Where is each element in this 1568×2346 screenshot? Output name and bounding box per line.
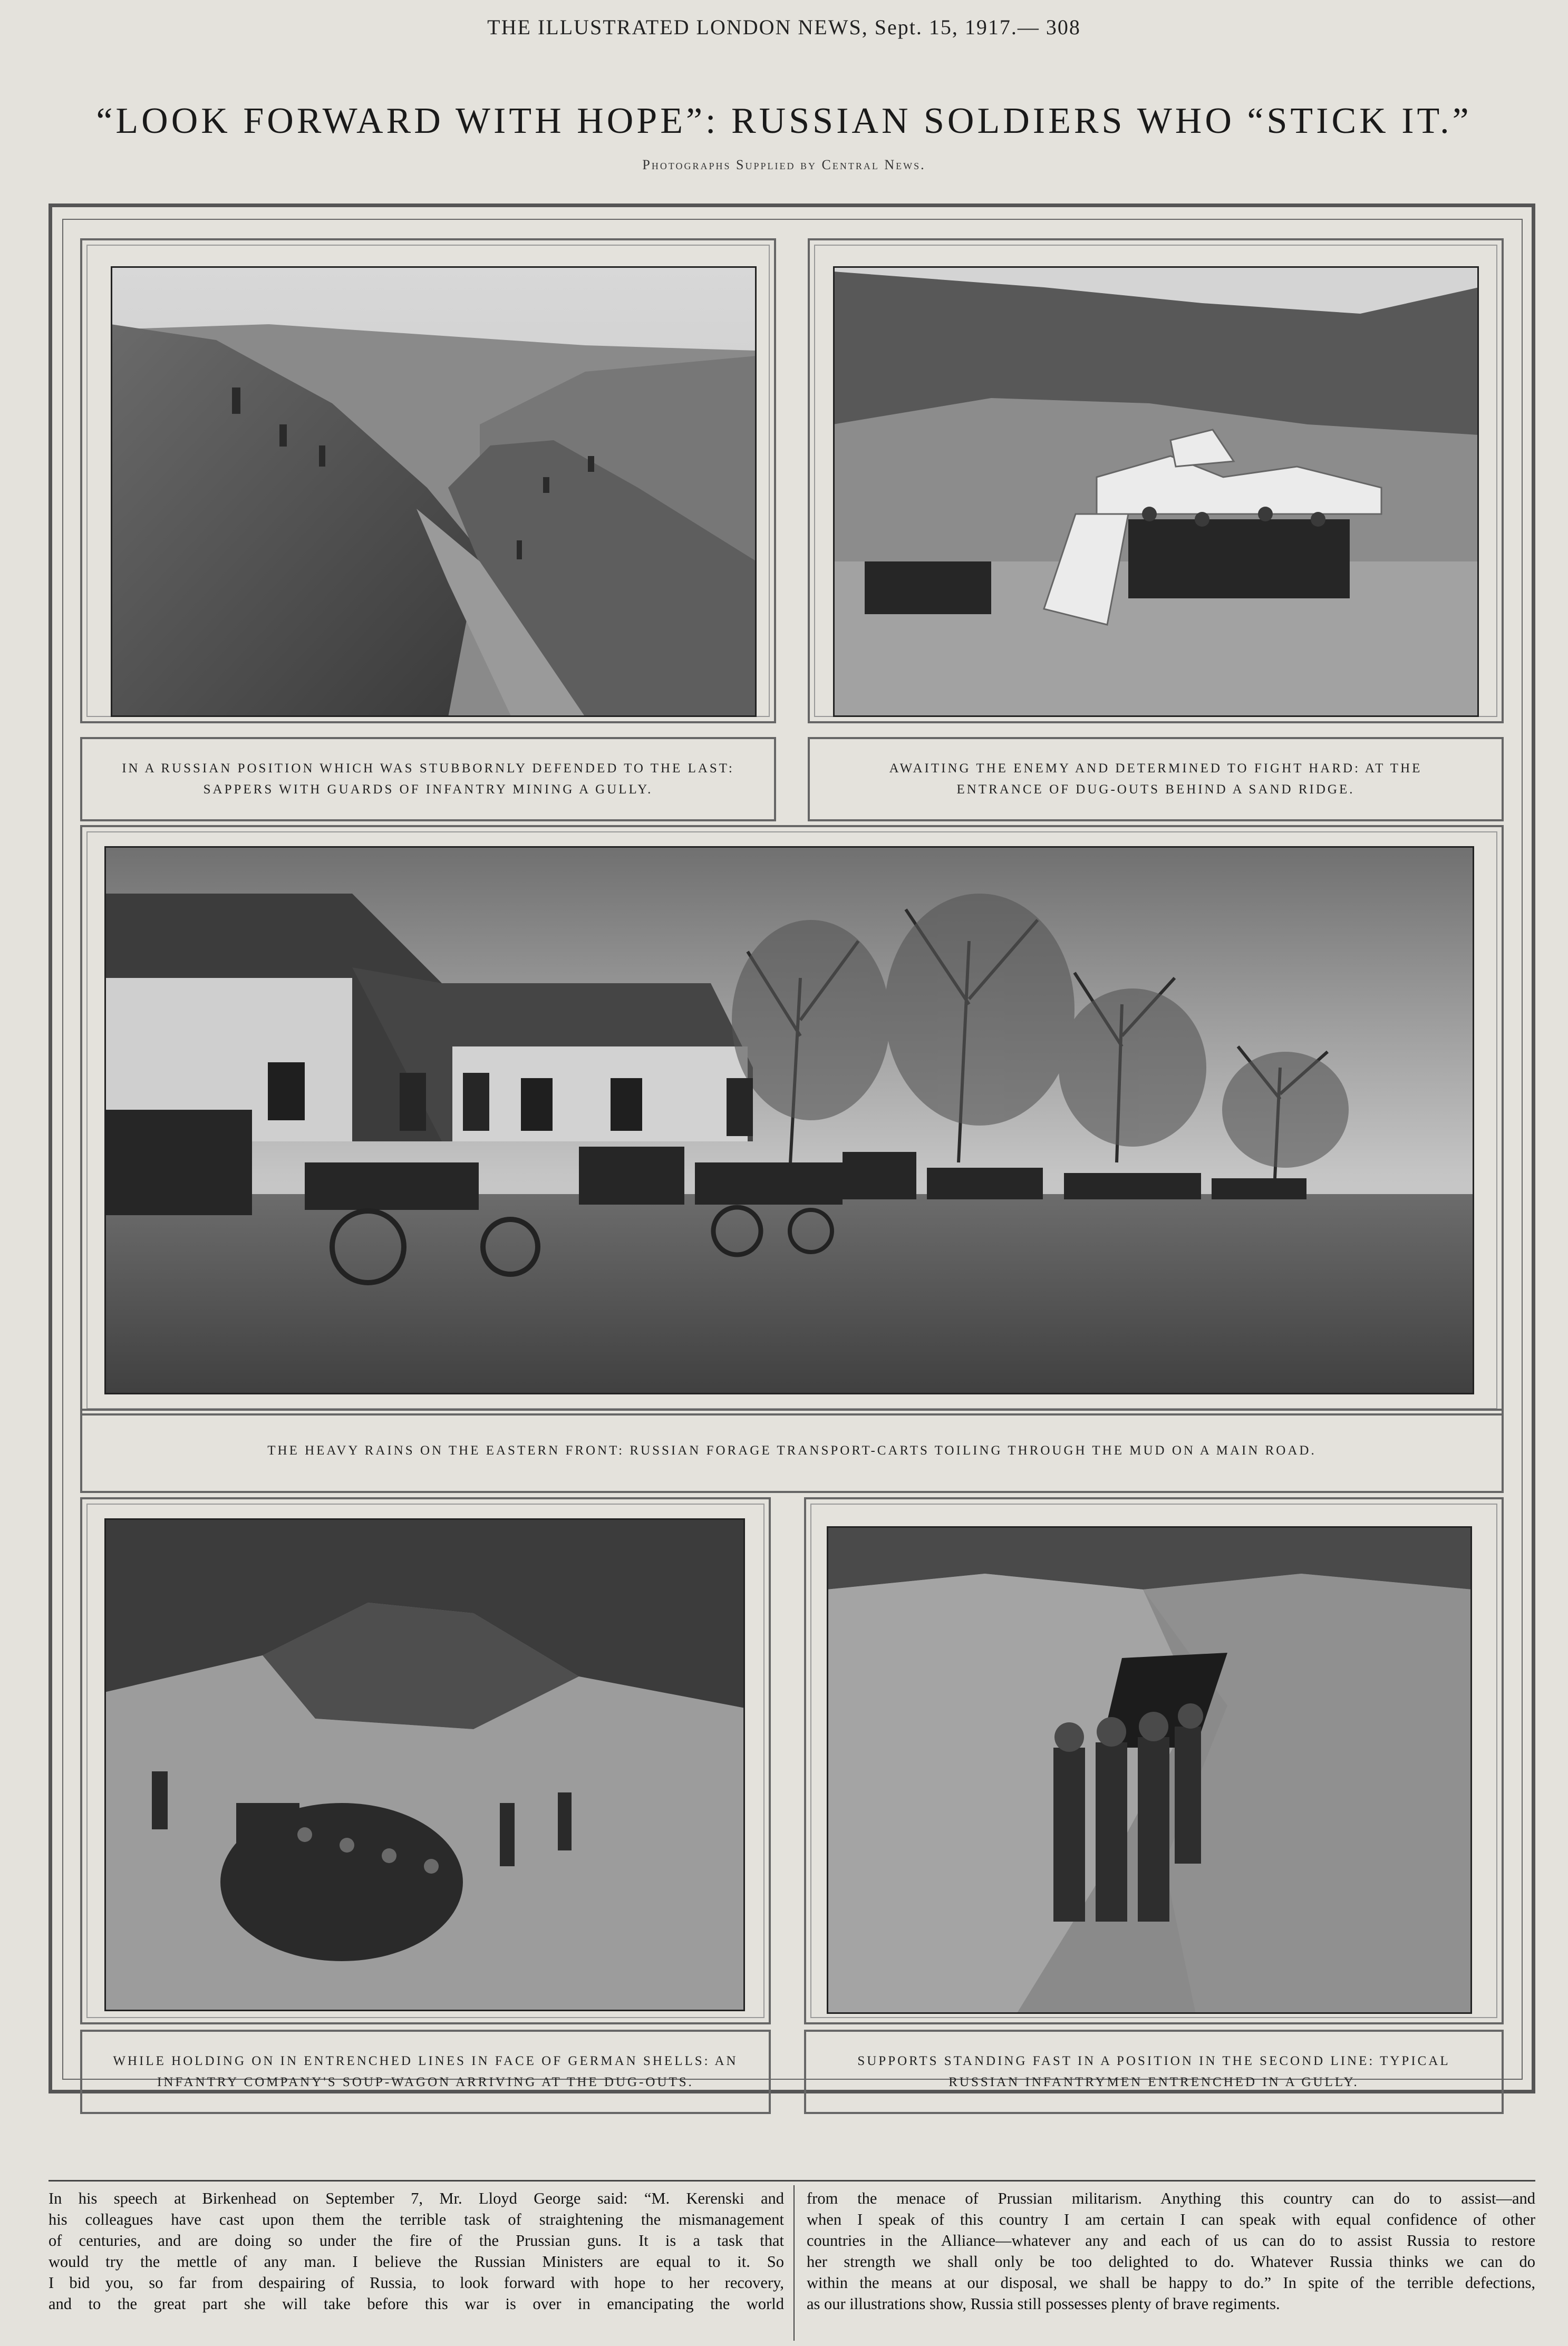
text-top-rule: [49, 2180, 1535, 2182]
article-line: his colleagues have cast upon them the terrible task of straightening the mismanagement: [49, 2211, 784, 2228]
article-line: from the menace of Prussian militarism. Anything this country can do to assist—and: [807, 2189, 1535, 2207]
caption-box-top-left: [80, 737, 776, 821]
article-line: I bid you, so far from despairing of Russia, to look forward with hope to her recovery,: [49, 2274, 784, 2292]
caption-box-bottom-right: [804, 2030, 1504, 2114]
photo-bottom-right: [827, 1526, 1472, 2014]
photo-bottom-left: [104, 1518, 745, 2011]
article-column-1: [49, 2188, 784, 2341]
article-line: within the means at our disposal, we shall be happy to do.” In spite of the terrible defections,: [807, 2274, 1535, 2292]
article-line: would try the mettle of any man. I believe the Russian Ministers are equal to it. So: [49, 2253, 784, 2271]
caption-top-right-line-1: AWAITING THE ENEMY AND DETERMINED TO FIGHT HARD: AT THE: [889, 761, 1422, 775]
caption-top-left-line-1: IN A RUSSIAN POSITION WHICH WAS STUBBORNLY DEFENDED TO THE LAST:: [122, 761, 734, 775]
article-line: In his speech at Birkenhead on September 7, Mr. Lloyd George said: “M. Kerenski and: [49, 2189, 784, 2207]
photo-credit: Photographs Supplied by Central News.: [642, 157, 926, 172]
masthead: THE ILLUSTRATED LONDON NEWS, Sept. 15, 1917.— 308: [487, 15, 1081, 39]
article-line: and to the great part she will take before this war is over in emancipating the world: [49, 2295, 784, 2313]
article-line: her strength we shall only be too delighted to do. Whatever Russia thinks we can do: [807, 2253, 1535, 2271]
caption-bottom-left-line-2: INFANTRY COMPANY'S SOUP-WAGON ARRIVING AT THE DUG-OUTS.: [157, 2075, 694, 2089]
article-column-2: [807, 2188, 1535, 2341]
photo-top-right: [833, 266, 1479, 717]
caption-top-right-line-2: ENTRANCE OF DUG-OUTS BEHIND A SAND RIDGE.: [956, 782, 1355, 797]
photo-top-left: [111, 266, 757, 717]
caption-bottom-right-line-2: RUSSIAN INFANTRYMEN ENTRENCHED IN A GULLY.: [948, 2075, 1359, 2089]
photo-middle: [104, 846, 1474, 1394]
article-line: of centuries, and are doing so under the fire of the Prussian guns. It is a task that: [49, 2232, 784, 2250]
caption-top-left-line-2: SAPPERS WITH GUARDS OF INFANTRY MINING A GULLY.: [203, 782, 653, 797]
article-line: countries in the Alliance—whatever any and each of us can do to assist Russia to restore: [807, 2232, 1535, 2250]
caption-bottom-right-line-1: SUPPORTS STANDING FAST IN A POSITION IN THE SECOND LINE: TYPICAL: [857, 2054, 1450, 2068]
column-divider: [793, 2185, 795, 2341]
headline: “LOOK FORWARD WITH HOPE”: RUSSIAN SOLDIERS WHO “STICK IT.”: [96, 101, 1472, 141]
caption-box-bottom-left: [80, 2030, 771, 2114]
article-line: as our illustrations show, Russia still possesses plenty of brave regiments.: [807, 2295, 1280, 2313]
caption-box-top-right: [808, 737, 1504, 821]
caption-box-middle: [80, 1409, 1504, 1493]
caption-bottom-left-line-1: WHILE HOLDING ON IN ENTRENCHED LINES IN FACE OF GERMAN SHELLS: AN: [113, 2054, 738, 2068]
article-line: when I speak of this country I am certain I can speak with equal confidence of other: [807, 2211, 1535, 2228]
caption-middle-line-1: THE HEAVY RAINS ON THE EASTERN FRONT: RUSSIAN FORAGE TRANSPORT-CARTS TOILING THROUGH THE MUD ON A MAIN ROAD.: [267, 1443, 1317, 1458]
